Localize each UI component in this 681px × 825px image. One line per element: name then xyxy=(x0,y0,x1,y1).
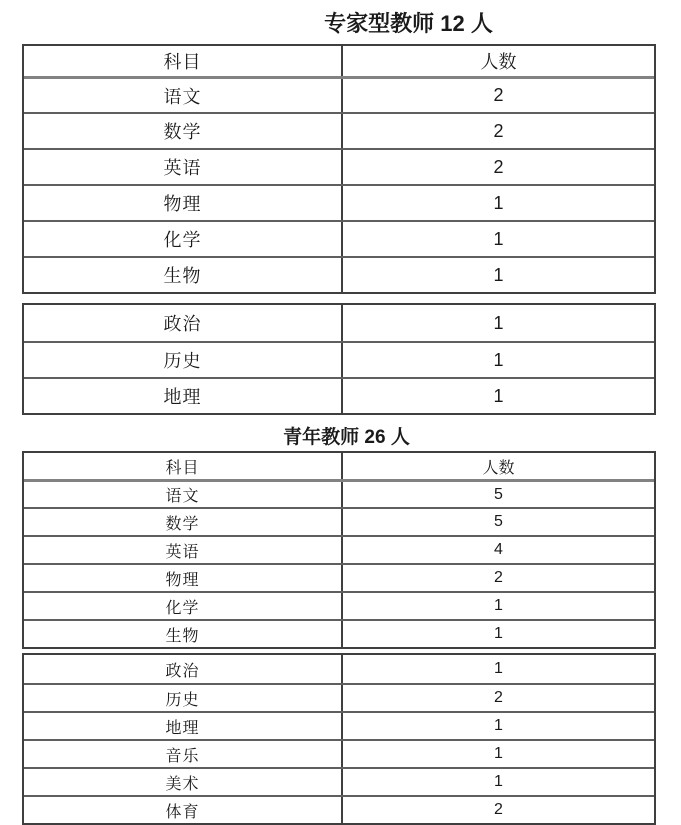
count-cell: 2 xyxy=(493,156,504,177)
count-cell: 1 xyxy=(494,660,503,677)
subject-cell: 数学 xyxy=(24,114,343,148)
count-cell: 1 xyxy=(494,773,503,790)
subject-cell: 政治 xyxy=(24,305,343,341)
table-block xyxy=(22,451,656,649)
table-row xyxy=(24,767,654,795)
table-row xyxy=(24,341,654,377)
count-cell: 1 xyxy=(493,264,504,285)
subject-cell: 语文 xyxy=(24,482,343,507)
table-block xyxy=(22,303,656,415)
table-row xyxy=(24,305,654,341)
subject-cell: 英语 xyxy=(24,150,343,184)
count-cell: 4 xyxy=(494,541,503,558)
table-row xyxy=(24,479,654,507)
table-row xyxy=(24,535,654,563)
table-row xyxy=(24,683,654,711)
subject-cell: 物理 xyxy=(24,186,343,220)
table-row xyxy=(24,563,654,591)
table-header-row xyxy=(24,46,654,76)
table-block xyxy=(22,653,656,825)
expert-teachers-title: 专家型教师 12 人 xyxy=(324,11,493,36)
count-cell: 2 xyxy=(493,85,504,105)
table-row xyxy=(24,220,654,256)
count-cell: 1 xyxy=(493,385,504,406)
column-header-subject: 科目 xyxy=(24,453,343,479)
count-cell: 2 xyxy=(493,120,504,141)
table-row xyxy=(24,148,654,184)
subject-cell: 化学 xyxy=(24,593,343,619)
subject-cell: 政治 xyxy=(24,655,343,683)
subject-cell: 物理 xyxy=(24,565,343,591)
count-cell: 2 xyxy=(494,801,503,818)
count-cell: 1 xyxy=(494,745,503,762)
count-cell: 2 xyxy=(494,689,503,706)
subject-cell: 地理 xyxy=(24,379,343,413)
subject-cell: 化学 xyxy=(24,222,343,256)
table-row xyxy=(24,507,654,535)
column-header-subject: 科目 xyxy=(24,46,343,76)
table-row xyxy=(24,377,654,413)
young-teachers-table xyxy=(22,451,656,825)
subject-cell: 体育 xyxy=(24,797,343,823)
table-row xyxy=(24,655,654,683)
young-teachers-title: 青年教师 26 人 xyxy=(283,427,410,448)
count-cell: 1 xyxy=(494,717,503,734)
subject-cell: 美术 xyxy=(24,769,343,795)
table-header-row xyxy=(24,453,654,479)
table-row xyxy=(24,112,654,148)
column-header-count: 人数 xyxy=(482,459,515,477)
subject-cell: 历史 xyxy=(24,685,343,711)
subject-cell: 音乐 xyxy=(24,741,343,767)
table-row xyxy=(24,711,654,739)
table-row xyxy=(24,619,654,647)
subject-cell: 地理 xyxy=(24,713,343,739)
table-row xyxy=(24,184,654,220)
count-cell: 1 xyxy=(493,349,504,370)
count-cell: 1 xyxy=(494,625,503,642)
subject-cell: 数学 xyxy=(24,509,343,535)
table-row xyxy=(24,739,654,767)
table-block xyxy=(22,44,656,294)
count-cell: 5 xyxy=(494,513,503,530)
table-row xyxy=(24,256,654,292)
column-header-count: 人数 xyxy=(480,52,517,72)
subject-cell: 英语 xyxy=(24,537,343,563)
table-row xyxy=(24,76,654,112)
table-row xyxy=(24,795,654,823)
count-cell: 1 xyxy=(493,228,504,249)
count-cell: 1 xyxy=(494,597,503,614)
subject-cell: 历史 xyxy=(24,343,343,377)
count-cell: 2 xyxy=(494,569,503,586)
count-cell: 1 xyxy=(493,192,504,213)
subject-cell: 生物 xyxy=(24,621,343,647)
subject-cell: 生物 xyxy=(24,258,343,292)
expert-teachers-table xyxy=(22,44,656,415)
count-cell: 1 xyxy=(493,312,504,333)
table-row xyxy=(24,591,654,619)
subject-cell: 语文 xyxy=(24,79,343,112)
count-cell: 5 xyxy=(494,485,503,503)
